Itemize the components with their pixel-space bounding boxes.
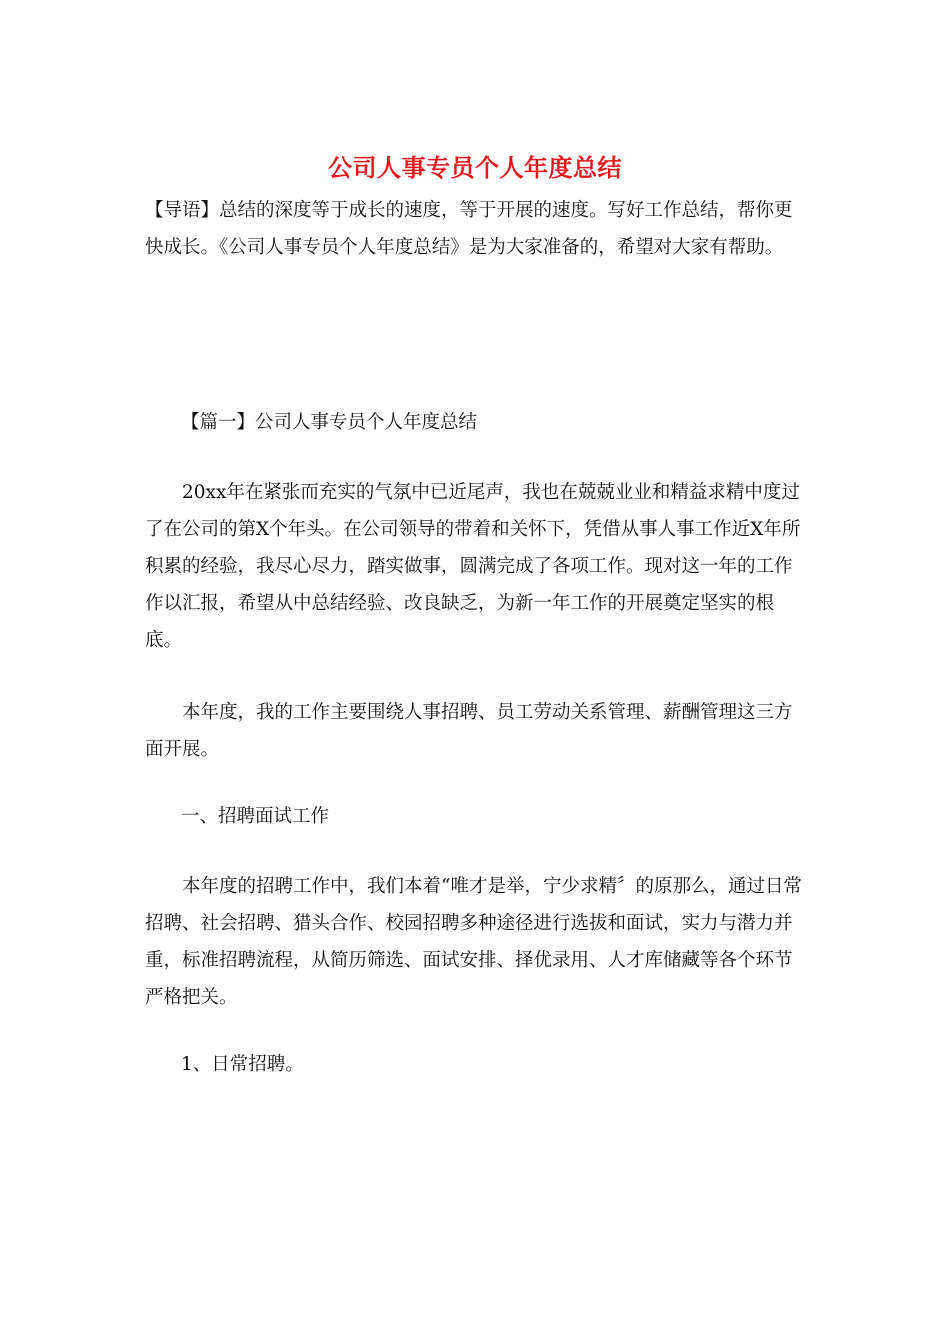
body-paragraph-1: 20xx年在紧张而充实的气氛中已近尾声，我也在兢兢业业和精益求精中度过了在公司的第X个年头。在公司领导的带着和关怀下，凭借从事人事工作近X年所积累的经验，我尽心尽力，踏实做事，圆满完成了各项工作。现对这一年的工作作以汇报，希望从中总结经验、改良缺乏，为新一年工作的开展奠定坚实的根底。 <box>145 482 801 651</box>
intro-paragraph: 【导语】总结的深度等于成长的速度，等于开展的速度。写好工作总结，帮你更快成长。《公司人事专员个人年度总结》是为大家准备的，希望对大家有帮助。 <box>145 200 793 258</box>
section-heading: 【篇一】公司人事专员个人年度总结 <box>181 412 478 433</box>
subheading-daily-recruitment: 1、日常招聘。 <box>181 1054 304 1075</box>
body-paragraph-3: 本年度的招聘工作中，我们本着“唯才是举，宁少求精〞的原那么，通过日常招聘、社会招聘、猎头合作、校园招聘多种途径进行选拔和面试，实力与潜力并重，标准招聘流程，从简历筛选、面试安排、择优录用、人才库储藏等各个环节严格把关。 <box>145 876 802 1008</box>
body-paragraph-2: 本年度，我的工作主要围绕人事招聘、员工劳动关系管理、薪酬管理这三方面开展。 <box>145 702 793 760</box>
subheading-recruitment: 一、招聘面试工作 <box>181 806 330 827</box>
document-title: 公司人事专员个人年度总结 <box>328 153 622 182</box>
